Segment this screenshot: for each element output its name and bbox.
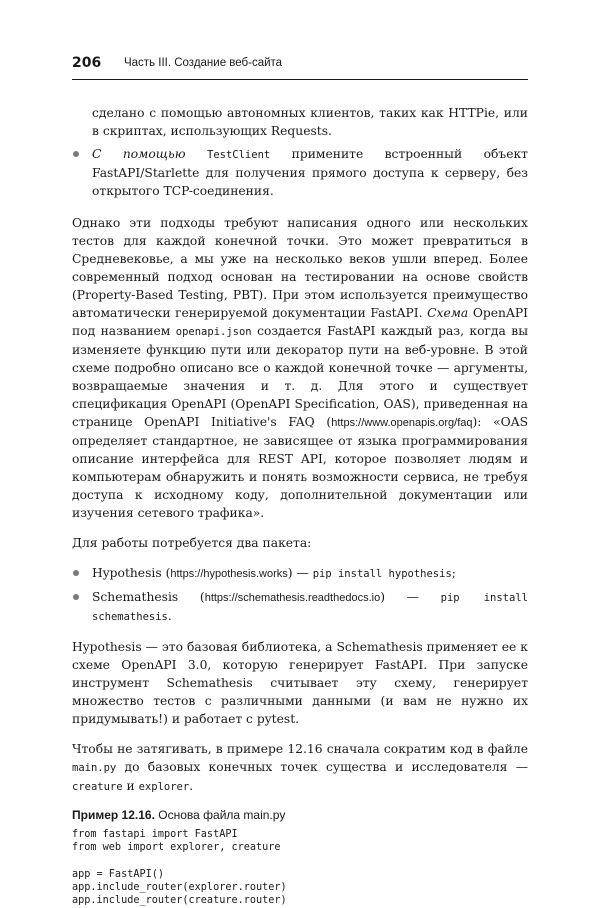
pbt-text-3: создается FastAPI каждый раз, когда вы изменяете функцию пути или декоратор пути на веб-уровне. В этой схеме подробно описано все о каждой конечной точке — аргументы, возвращаемые значения и т. д. Для этого и существует спецификация OpenAPI (OpenAPI Specification, OAS), приведенная на странице OpenAPI Initiative's FAQ ( [72,324,528,429]
paren-open: ( [165,566,171,580]
pbt-italic: Схема [427,306,469,320]
page-content [72,104,528,908]
pbt-text-4: ): «OAS определяет стандартное, не зависящее от языка программирования описание интерфейса для REST API, которое позволяет людям и компьютерам обнаружить и понять возможности сервиса, не требуя доступа к исходному коду, дополнительной документации или изучения сетевого трафика». [72,415,528,520]
package-install-code: pip install schemathesis [92,592,528,623]
intro-text-4: . [189,779,194,793]
example-intro-paragraph [72,740,528,796]
pbt-text-1: Однако эти подходы требуют написания одного или нескольких тестов для каждой конечной точки. Это может превратиться в Средневековье, а мы уже на несколько веков ушли вперед. Более современный подход основан на тестировании на основе свойств (Property-Based Testing, PBT). При этом используется преимущество автоматически генерируемой документации FastAPI. [72,216,528,320]
package-item-schemathesis [72,588,528,626]
testclient-text: примените встроенный объект FastAPI/Starlette для получения прямого доступа к серверу, без открытого TCP-соединения. [92,147,528,198]
testclient-italic: С помощью [92,147,186,161]
item-end: ; [451,566,456,580]
bullet-icon [73,151,79,157]
code-listing: from fastapi import FastAPI from web import explorer, creature app = FastAPI() app.include_router(explorer.router) app.include_router(creature.router) [72,829,287,907]
paren-open: ( [199,590,205,604]
schemathesis-paragraph: Hypothesis — это базовая библиотека, а Schemathesis применяет ее к схеме OpenAPI 3.0, которую генерирует FastAPI. При запуске инструмент Schemathesis считывает эту схему, генерирует множество тестов с различными данными (и вам не нужно их придумывать!) и работает с pytest. [72,640,528,726]
intro-text-3: и [126,779,135,793]
intro-text-2: до базовых конечных точек существа и исследователя — [124,760,528,774]
pbt-text-2: OpenAPI под названием [72,306,528,338]
example-caption [72,808,528,822]
running-title: Часть III. Создание веб-сайта [124,57,283,69]
pbt-paragraph [72,214,528,522]
testclient-code: TestClient [207,149,271,161]
openapis-faq-link[interactable]: https://www.openapis.org/faq [331,417,473,429]
example-title: Основа файла main.py [158,808,286,822]
paren-close: ) — [287,566,309,580]
package-item-hypothesis [72,564,528,583]
package-install-code: pip install hypothesis [312,568,452,580]
package-name: Hypothesis [92,566,162,580]
openapi-json-code: openapi.json [175,326,252,338]
intro-text-1: Чтобы не затягивать, в примере 12.16 сначала сократим код в файле [72,742,528,756]
packages-intro: Для работы потребуется два пакета: [72,536,312,550]
package-link[interactable]: https://schemathesis.readthedocs.io [204,592,381,604]
main-py-code: main.py [72,762,117,774]
page-header [72,55,528,80]
lead-paragraph: сделано с помощью автономных клиентов, таких как HTTPie, или в скриптах, использующих Requests. [92,106,528,138]
item-end: . [167,609,172,623]
creature-code: creature [72,781,123,793]
page-number: 206 [72,55,102,71]
package-name: Schemathesis [92,590,179,604]
paren-close: ) — [380,590,419,604]
example-label: Пример 12.16. [72,808,155,822]
explorer-code: explorer [138,781,190,793]
package-link[interactable]: https://hypothesis.works [170,568,288,580]
testclient-list-item [72,145,528,200]
bullet-icon [73,594,79,600]
bullet-icon [73,570,79,576]
